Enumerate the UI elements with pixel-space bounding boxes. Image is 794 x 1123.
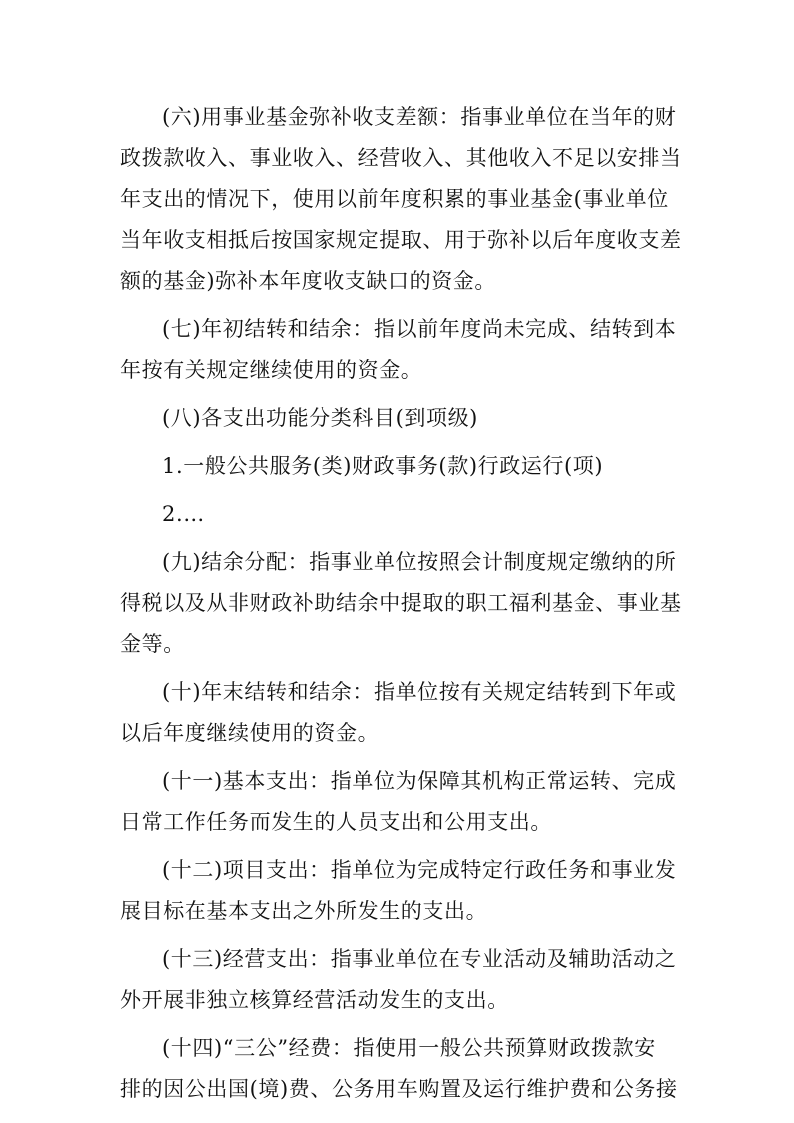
list-item-1	[120, 446, 680, 487]
text-line: 2.…	[162, 502, 205, 526]
text-line: 当年收支相抵后按国家规定提取、用于弥补以后年度收支差	[120, 228, 682, 252]
text-line: (十)年末结转和结余：指单位按有关规定结转到下年或	[162, 680, 677, 704]
paragraph-13-operating-expenditure	[120, 939, 680, 1021]
paragraph-12-project-expenditure	[120, 850, 680, 932]
paragraph-9-surplus-distribution	[120, 542, 680, 665]
text-line: 1.一般公共服务(类)财政事务(款)行政运行(项)	[162, 454, 604, 478]
text-line: (十二)项目支出：指单位为完成特定行政任务和事业发	[162, 858, 677, 882]
text-line: 外开展非独立核算经营活动发生的支出。	[120, 988, 509, 1012]
text-line: 年支出的情况下，使用以前年度积累的事业基金(事业单位	[120, 187, 669, 211]
document-body	[120, 97, 680, 1117]
text-line: 年按有关规定继续使用的资金。	[120, 358, 423, 382]
text-line: 排的因公出国(境)费、公务用车购置及运行维护费和公务接	[120, 1077, 678, 1101]
text-line: (十四)“三公”经费：指使用一般公共预算财政拨款安	[162, 1036, 656, 1060]
text-line: 日常工作任务而发生的人员支出和公用支出。	[120, 810, 552, 834]
paragraph-14-three-public-expenses	[120, 1028, 680, 1110]
paragraph-11-basic-expenditure	[120, 761, 680, 843]
text-line: 展目标在基本支出之外所发生的支出。	[120, 899, 488, 923]
text-line: (八)各支出功能分类科目(到项级)	[162, 406, 478, 430]
paragraph-8-expenditure-categories	[120, 398, 680, 439]
text-line: (九)结余分配：指事业单位按照会计制度规定缴纳的所	[162, 550, 677, 574]
paragraph-10-closing-balance	[120, 672, 680, 754]
text-line: 得税以及从非财政补助结余中提取的职工福利基金、事业基	[120, 591, 682, 615]
text-line: 金等。	[120, 632, 185, 656]
text-line: 以后年度继续使用的资金。	[120, 721, 380, 745]
text-line: (六)用事业基金弥补收支差额：指事业单位在当年的财	[162, 105, 677, 129]
list-item-2	[120, 494, 680, 535]
paragraph-7-opening-balance	[120, 309, 680, 391]
paragraph-6-business-fund	[120, 97, 680, 302]
text-line: (十一)基本支出：指单位为保障其机构正常运转、完成	[162, 769, 677, 793]
text-line: (十三)经营支出：指事业单位在专业活动及辅助活动之	[162, 947, 677, 971]
text-line: 额的基金)弥补本年度收支缺口的资金。	[120, 269, 496, 293]
text-line: 政拨款收入、事业收入、经营收入、其他收入不足以安排当	[120, 146, 682, 170]
text-line: (七)年初结转和结余：指以前年度尚未完成、结转到本	[162, 317, 677, 341]
